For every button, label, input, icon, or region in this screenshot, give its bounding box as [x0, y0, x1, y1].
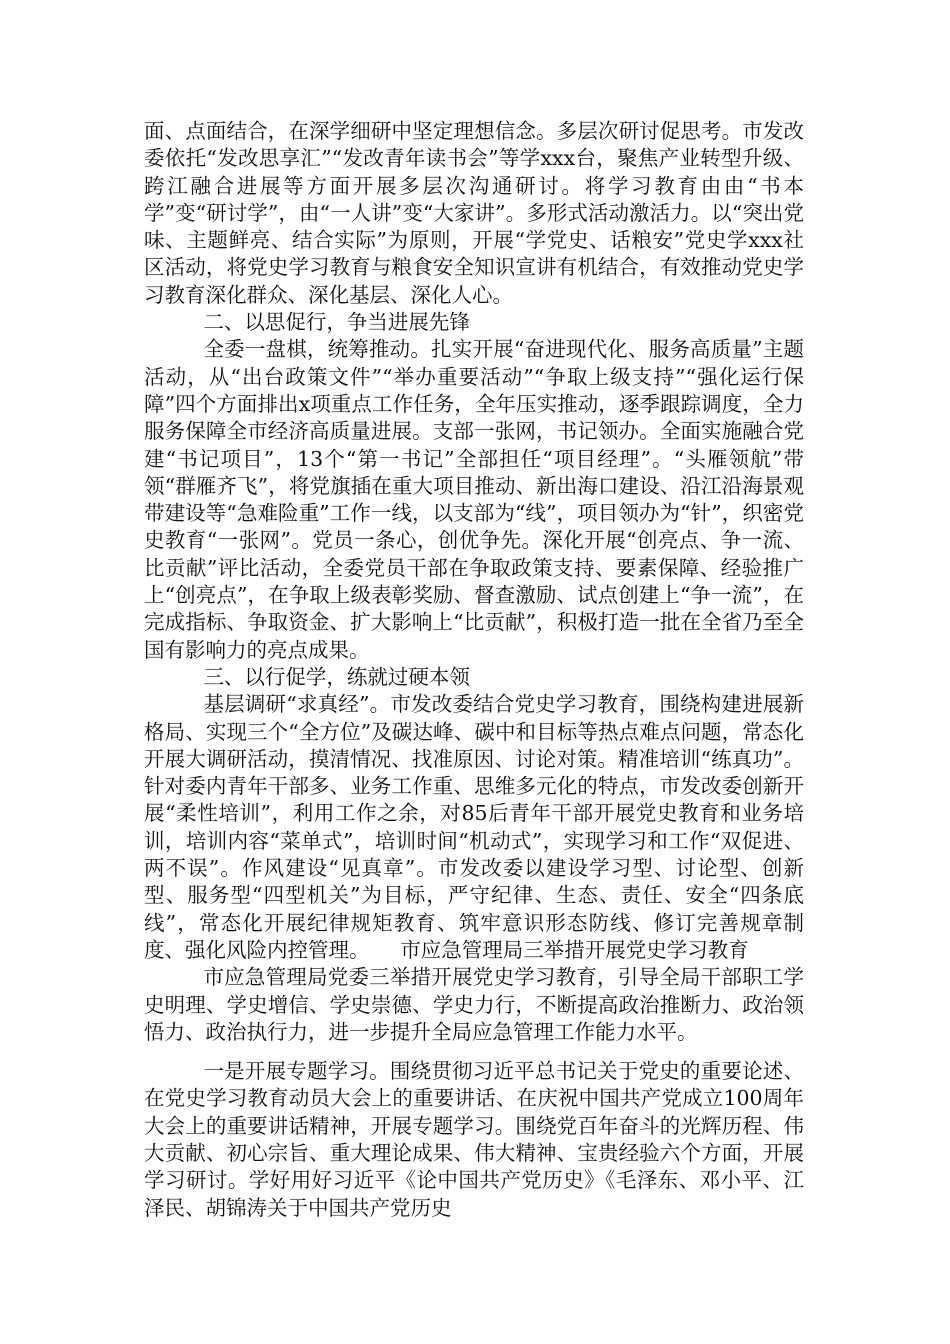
document-body: [144, 118, 804, 1222]
paragraph-section-2: 全委一盘棋，统筹推动。扎实开展“奋进现代化、服务高质量”主题活动，从“出台政策文件”“举办重要活动”“争取上级支持”“强化运行保障”四个方面排出x项重点工作任务，全年压实推动，逐季跟踪调度，全力服务保障全市经济高质量进展。支部一张网，书记领办。全面实施融合党建“书记项目”，13个“第一书记”全部担任“项目经理”。“头雁领航”带领“群雁齐飞”，将党旗插在重大项目推动、新出海口建设、沿江沿海景观带建设等“急难险重”工作一线，以支部为“线”，项目领办为“针”，织密党史教育“一张网”。党员一条心，创优争先。深化开展“创亮点、争一流、比贡献”评比活动，全委党员干部在争取政策支持、要素保障、经验推广上“创亮点”，在争取上级表彰奖励、督查激励、试点创建上“争一流”，在完成指标、争取资金、扩大影响上“比贡献”，积极打造一批在全省乃至全国有影响力的亮点成果。: [144, 337, 804, 662]
paragraph-section-3: 基层调研“求真经”。市发改委结合党史学习教育，围绕构建进展新格局、实现三个“全方位”及碳达峰、碳中和目标等热点难点问题，常态化开展大调研活动，摸清情况、找准原因、讨论对策。精准培训“练真功”。针对委内青年干部多、业务工作重、思维多元化的特点，市发改委创新开展“柔性培训”，利用工作之余，对85后青年干部开展党史教育和业务培训，培训内容“菜单式”，培训时间“机动式”，实现学习和工作“双促进、两不误”。作风建设“见真章”。市发改委以建设学习型、讨论型、创新型、服务型“四型机关”为目标，严守纪律、生态、责任、安全“四条底线”，常态化开展纪律规矩教育、筑牢意识形态防线、修订完善规章制度、强化风险内控管理。 市应急管理局三举措开展党史学习教育: [144, 692, 804, 962]
paragraph-emergency-intro: 市应急管理局党委三举措开展党史学习教育，引导全局干部职工学史明理、学史增信、学史崇德、学史力行，不断提高政治推断力、政治领悟力、政治执行力，进一步提升全局应急管理工作能力水平。: [144, 965, 804, 1044]
paragraph-special-study: 一是开展专题学习。围绕贯彻习近平总书记关于党史的重要论述、在党史学习教育动员大会上的重要讲话、在庆祝中国共产党成立100周年大会上的重要讲话精神，开展专题学习。围绕党百年奋斗的光辉历程、伟大贡献、初心宗旨、重大理论成果、伟大精神、宝贵经验六个方面，开展学习研讨。学好用好习近平《论中国共产党历史》《毛泽东、邓小平、江泽民、胡锦涛关于中国共产党历史: [144, 1059, 804, 1220]
section-heading-3: 三、以行促学，练就过硬本领: [203, 664, 470, 689]
section-heading-2: 二、以思促行，争当进展先锋: [203, 310, 470, 335]
paragraph-intro: 面、点面结合，在深学细研中坚定理想信念。多层次研讨促思考。市发改委依托“发改思享汇”“发改青年读书会”等学xxx台，聚焦产业转型升级、跨江融合进展等方面开展多层次沟通研讨。将学习教育由由“书本学”变“研讨学”，由“一人讲”变“大家讲”。多形式活动激活力。以“突出党味、主题鲜亮、结合实际”为原则，开展“学党史、话粮安”党史学xxx社区活动，将党史学习教育与粮食安全知识宣讲有机结合，有效推动党史学习教育深化群众、深化基层、深化人心。: [144, 119, 804, 307]
